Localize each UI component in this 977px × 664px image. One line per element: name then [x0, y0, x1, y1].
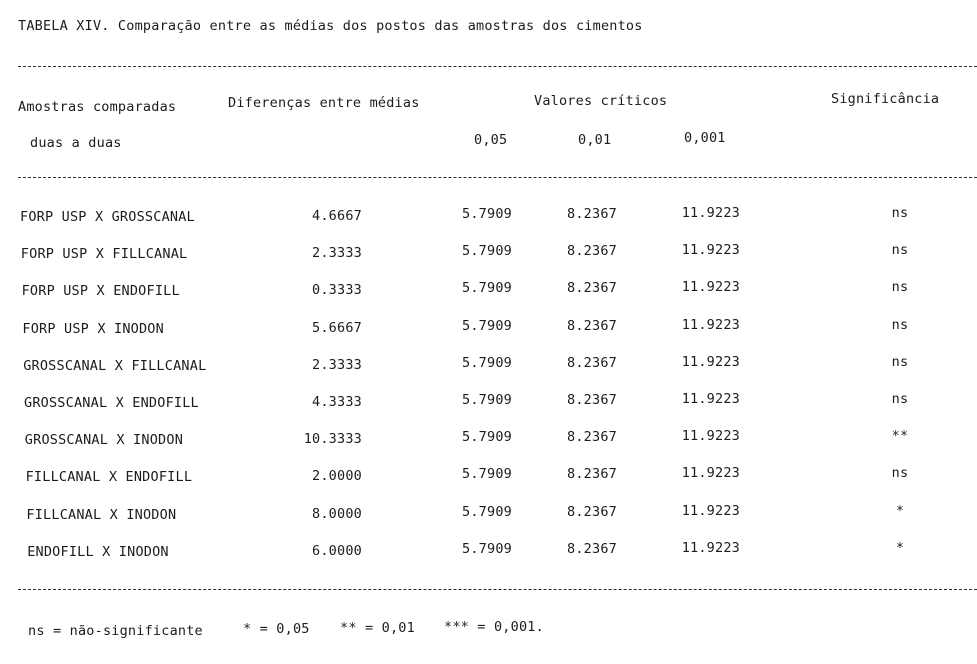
row-difference: 4.3333	[312, 394, 362, 410]
table-title: TABELA XIV. Comparação entre as médias dos postos das amostras dos cimentos	[18, 18, 643, 34]
row-critical-005: 5.7909	[462, 466, 512, 483]
row-critical-001: 8.2367	[567, 429, 617, 446]
row-comparison: FORP USP X GROSSCANAL	[20, 209, 195, 225]
row-significance: ns	[891, 353, 909, 370]
header-samples-line1: Amostras comparadas	[18, 99, 177, 115]
row-comparison: FILLCANAL X INODON	[26, 506, 177, 523]
row-critical-005: 5.7909	[462, 243, 512, 260]
row-comparison: ENDOFILL X INODON	[27, 543, 169, 560]
row-comparison: FORP USP X ENDOFILL	[21, 283, 180, 300]
row-critical-005: 5.7909	[462, 317, 512, 334]
header-critical-values: Valores críticos	[534, 93, 668, 109]
row-critical-0001: 11.9223	[681, 242, 740, 259]
header-level-005: 0,05	[474, 132, 508, 148]
row-critical-0001: 11.9223	[681, 428, 740, 445]
row-critical-005: 5.7909	[462, 206, 512, 222]
row-difference: 2.0000	[312, 468, 362, 485]
header-differences: Diferenças entre médias	[228, 95, 420, 111]
footnote-three-star: *** = 0,001.	[444, 619, 544, 635]
row-significance: ns	[891, 205, 909, 221]
row-comparison: GROSSCANAL X ENDOFILL	[24, 395, 199, 411]
row-significance: ns	[891, 279, 909, 296]
row-difference: 6.0000	[312, 542, 362, 559]
row-critical-001: 8.2367	[567, 392, 617, 408]
row-significance: *	[895, 539, 905, 556]
footnote-two-star: ** = 0,01	[340, 620, 415, 636]
row-comparison: GROSSCANAL X INODON	[24, 432, 184, 449]
row-difference: 8.0000	[312, 505, 362, 522]
row-significance: ns	[891, 391, 909, 407]
row-comparison: FILLCANAL X ENDOFILL	[25, 469, 193, 486]
header-level-001: 0,01	[578, 132, 612, 148]
row-critical-005: 5.7909	[462, 540, 512, 557]
divider-top	[18, 66, 977, 67]
row-critical-005: 5.7909	[462, 354, 512, 371]
row-critical-0001: 11.9223	[681, 316, 740, 333]
row-critical-001: 8.2367	[567, 243, 617, 260]
row-significance: **	[891, 428, 909, 445]
row-critical-001: 8.2367	[567, 317, 617, 334]
row-difference: 10.3333	[303, 431, 362, 448]
row-difference: 4.6667	[312, 208, 362, 224]
header-level-0001: 0,001	[684, 130, 726, 146]
row-critical-001: 8.2367	[567, 503, 617, 520]
row-difference: 0.3333	[312, 282, 362, 299]
divider-bottom	[18, 589, 977, 590]
row-critical-005: 5.7909	[462, 503, 512, 520]
row-significance: ns	[891, 242, 909, 259]
footnote-one-star: * = 0,05	[243, 621, 310, 637]
row-significance: *	[895, 502, 905, 519]
row-significance: ns	[891, 316, 909, 333]
row-difference: 5.6667	[312, 319, 362, 336]
row-comparison: FORP USP X FILLCANAL	[20, 246, 188, 263]
row-critical-0001: 11.9223	[681, 205, 740, 221]
row-critical-001: 8.2367	[567, 206, 617, 222]
row-difference: 2.3333	[312, 356, 362, 373]
header-samples-line2: duas a duas	[30, 135, 122, 151]
row-critical-0001: 11.9223	[681, 465, 740, 482]
row-comparison: GROSSCANAL X FILLCANAL	[23, 357, 207, 374]
header-significance: Significância	[831, 91, 940, 107]
row-critical-005: 5.7909	[462, 280, 512, 297]
row-critical-001: 8.2367	[567, 280, 617, 297]
row-critical-001: 8.2367	[567, 466, 617, 483]
row-critical-0001: 11.9223	[681, 279, 740, 296]
divider-header	[18, 177, 977, 178]
row-critical-0001: 11.9223	[681, 391, 740, 407]
row-critical-005: 5.7909	[462, 429, 512, 446]
row-critical-005: 5.7909	[462, 392, 512, 408]
row-critical-0001: 11.9223	[681, 502, 740, 519]
row-critical-0001: 11.9223	[681, 539, 740, 556]
row-significance: ns	[891, 465, 909, 482]
row-comparison: FORP USP X INODON	[22, 320, 164, 337]
row-critical-001: 8.2367	[567, 354, 617, 371]
row-difference: 2.3333	[312, 245, 362, 262]
footnote-ns: ns = não-significante	[28, 623, 203, 639]
row-critical-001: 8.2367	[567, 540, 617, 557]
row-critical-0001: 11.9223	[681, 353, 740, 370]
